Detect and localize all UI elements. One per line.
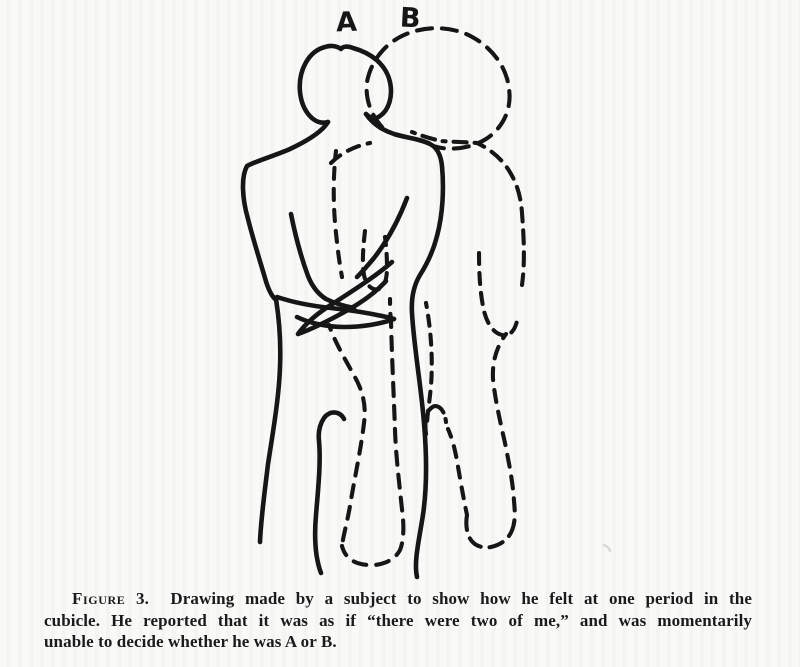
figure-b-left-leg-loop bbox=[342, 299, 403, 565]
caption-figure-label: Figure bbox=[72, 589, 126, 608]
figure-a-solid bbox=[243, 46, 443, 577]
figure-b-left-side bbox=[334, 151, 342, 277]
caption-line-2: cubicle. He reported that it was as if “there were two of me,” and was momentarily bbox=[44, 610, 752, 630]
label-b: B bbox=[399, 2, 422, 35]
figure-caption bbox=[44, 588, 752, 653]
caption-line-1 bbox=[44, 588, 752, 610]
caption-figure-number: 3. bbox=[136, 589, 149, 608]
figure-a-left-shoulder-arm bbox=[243, 122, 328, 299]
figure-b-right-leg-inner bbox=[448, 429, 467, 515]
figure-b-right-side bbox=[477, 143, 524, 285]
figure-b-right-arm-inner bbox=[479, 253, 518, 335]
figure-a-left-leg-outer bbox=[260, 299, 280, 542]
caption-text-1: Drawing made by a subject to show how he felt at one period in the bbox=[170, 589, 752, 608]
figure-b-right-leg-loop bbox=[466, 515, 514, 547]
figure-b-left-side-lower bbox=[329, 325, 365, 546]
figure-b-right-leg-outer bbox=[493, 334, 515, 523]
caption-line-3: unable to decide whether he was A or B. bbox=[44, 632, 337, 651]
label-a: A bbox=[335, 6, 358, 39]
figure-a-left-leg-inner-hook bbox=[315, 412, 344, 573]
scan-smudge bbox=[604, 545, 610, 551]
